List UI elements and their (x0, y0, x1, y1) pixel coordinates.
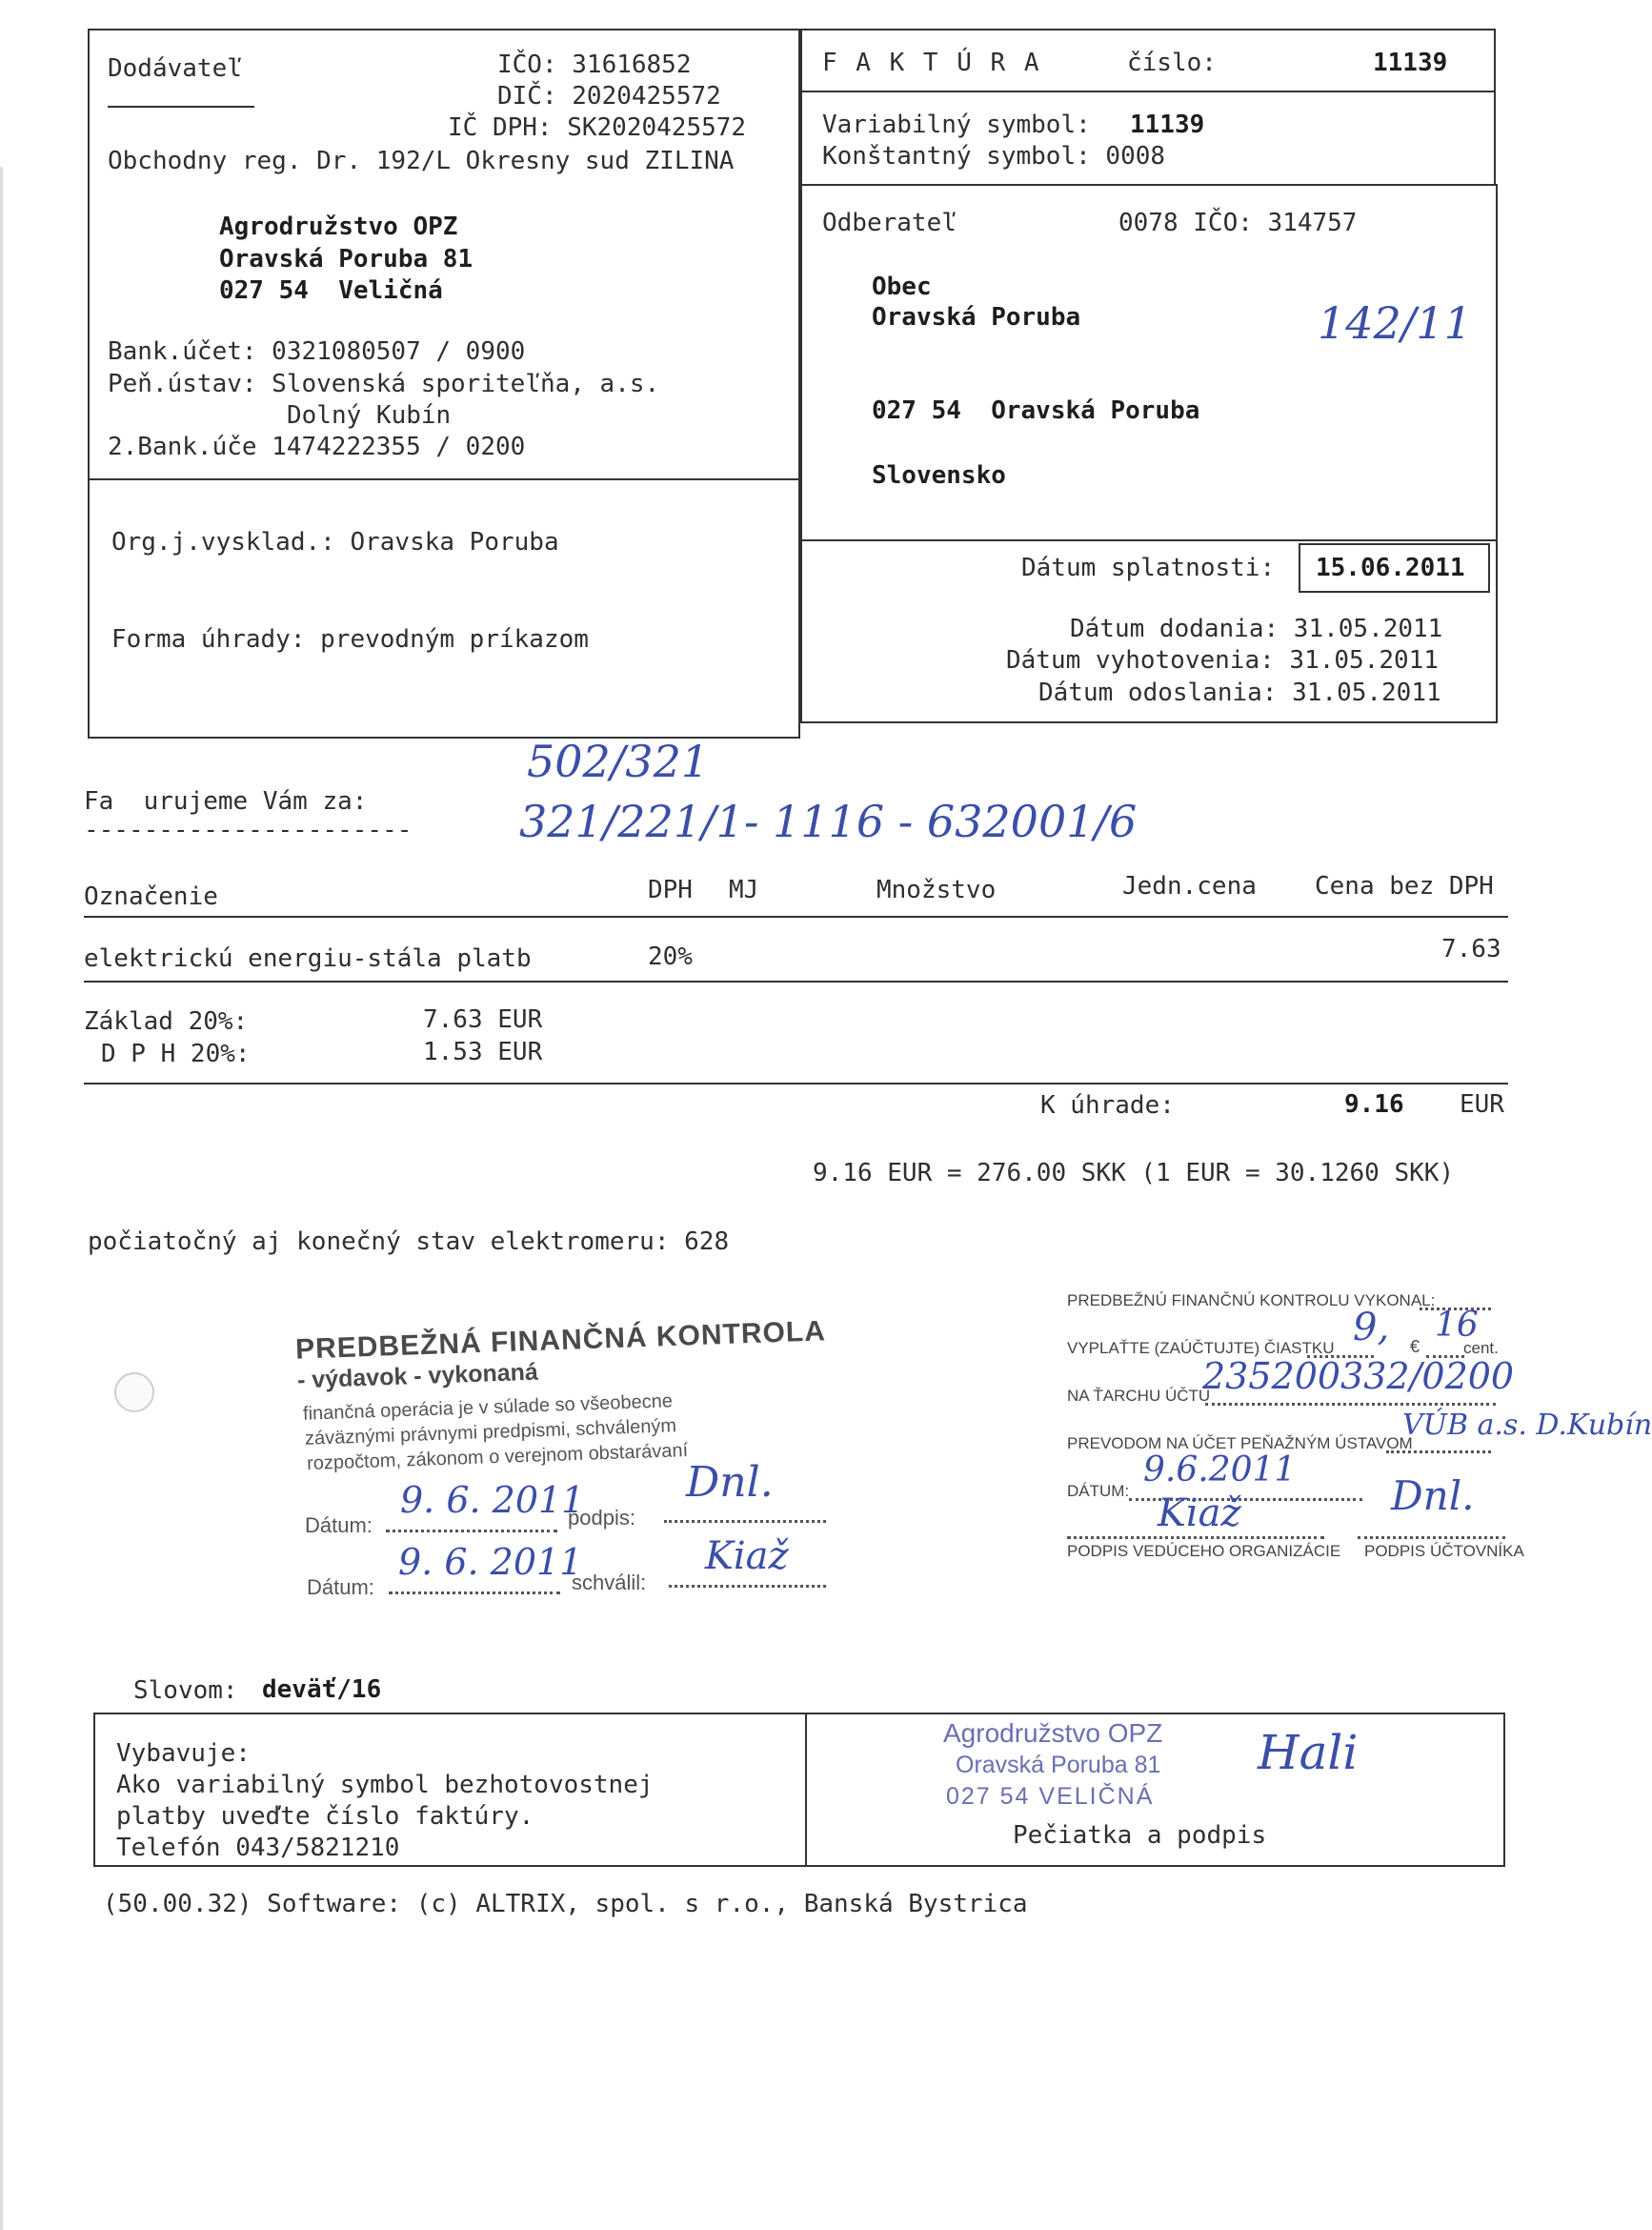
supplier-bank-account-2: 2.Bank.úče 1474222355 / 0200 (108, 433, 526, 461)
stamp-right-sig-left-dots (1067, 1536, 1324, 1539)
invoice-header-divider (800, 91, 1494, 92)
stamp-right-amount-cent: 16 (1435, 1306, 1479, 1345)
supplier-name: Agrodružstvo OPZ (219, 213, 458, 241)
stamp-right-line-4-dots (1386, 1450, 1491, 1453)
sent-date: Dátum odoslania: 31.05.2011 (1038, 679, 1441, 707)
footer-divider (805, 1713, 807, 1867)
to-pay-label: K úhrade: (1040, 1091, 1175, 1120)
due-date: 15.06.2011 (1316, 554, 1465, 582)
variable-symbol-label: Variabilný symbol: (822, 111, 1091, 139)
customer-city: 027 54 Oravská Poruba (872, 396, 1200, 425)
stamp-left-date-value: 9. 6. 2011 (400, 1479, 585, 1521)
table-row-vat: 20% (648, 943, 693, 971)
footer-phone: Telefón 043/5821210 (116, 1834, 400, 1862)
stamp-right-line-3-dots (1205, 1403, 1496, 1406)
stamp-left-signature-dots (664, 1520, 826, 1523)
issued-by: Vybavuje: (116, 1739, 251, 1768)
stamp-left-title: PREDBEŽNÁ FINANČNÁ KONTROLA (294, 1315, 827, 1366)
stamp-right-euro: € (1410, 1337, 1420, 1356)
supplier-heading-underline (108, 106, 254, 108)
stamp-right-sig-left: Kiaž (1158, 1491, 1241, 1535)
stamp-left-date-dots (386, 1530, 557, 1532)
billing-intro-underline: ---------------------- (84, 816, 413, 844)
summary-rule (84, 1083, 1508, 1085)
company-stamp-line-1: Agrodružstvo OPZ (943, 1718, 1163, 1748)
invoice-number-label: číslo: (1127, 49, 1217, 77)
stamp-left-signature-label: podpis: (568, 1506, 635, 1530)
footer-note-1: Ako variabilný symbol bezhotovostnej (116, 1771, 654, 1799)
supplier-ico: IČO: 31616852 (497, 51, 692, 79)
customer-country: Slovensko (872, 461, 1006, 490)
supplier-heading: Dodávateľ (108, 54, 242, 83)
supplier-ic-dph: IČ DPH: SK2020425572 (448, 113, 747, 142)
stamp-left-text-3: rozpočtom, zákonom o verejnom obstarávaní (306, 1440, 689, 1474)
stamp-left-date-label: Dátum: (305, 1513, 373, 1537)
invoice-title: F A K T Ú R A (822, 49, 1041, 77)
customer-heading: Odberateľ (822, 209, 957, 237)
stamp-right-sig-right: Dnl. (1391, 1472, 1475, 1519)
stamp-right-line-2: VYPLAŤTE (ZAÚČTUJTE) ČIASTKU (1067, 1339, 1335, 1357)
variable-symbol: 11139 (1130, 111, 1205, 139)
currency-conversion: 9.16 EUR = 276.00 SKK (1 EUR = 30.1260 SKK) (813, 1159, 1455, 1187)
words-label: Slovom: (133, 1676, 238, 1705)
customer-handwritten-ref: 142/11 (1318, 297, 1472, 349)
stamp-left-text-2: záväznými právnymi predpismi, schváleným (304, 1415, 677, 1450)
to-pay-value: 9.16 (1344, 1090, 1404, 1119)
due-date-label: Dátum splatnosti: (1021, 554, 1276, 582)
stamp-left-approved-signature: Kiaž (705, 1534, 789, 1578)
stamp-left-approved-dots (669, 1585, 826, 1588)
vat-label: D P H 20%: (101, 1040, 251, 1068)
stamp-left-date2-label: Dátum: (307, 1575, 374, 1599)
customer-ico: 0078 IČO: 314757 (1118, 209, 1358, 237)
stamp-right-sig-left-label: PODPIS VEDÚCEHO ORGANIZÁCIE (1067, 1542, 1341, 1560)
supplier-city: 027 54 Veličná (219, 276, 443, 305)
company-stamp-signature: Hali (1258, 1725, 1359, 1780)
issue-date: Dátum vyhotovenia: 31.05.2011 (1006, 646, 1439, 675)
stamp-left-signature: Dnl. (686, 1458, 774, 1507)
billing-handwritten-2: 321/221/1- 1116 - 632001/6 (519, 796, 1138, 847)
stamp-left-date2-value: 9. 6. 2011 (398, 1541, 583, 1583)
vat-value: 1.53 EUR (423, 1038, 543, 1066)
stamp-left-date2-dots (389, 1591, 560, 1594)
col-price-no-vat: Cena bez DPH (1315, 872, 1494, 901)
billing-intro: Fa urujeme Vám za: (84, 787, 368, 816)
stamp-right-sig-right-label: PODPIS ÚČTOVNÍKA (1364, 1542, 1524, 1560)
org-unit: Org.j.vysklad.: Oravska Poruba (111, 528, 559, 557)
table-row-designation: elektrickú energiu-stála platb (84, 944, 532, 973)
software-credit: (50.00.32) Software: (c) ALTRIX, spol. s r.o., Banská Bystrica (103, 1890, 1028, 1918)
punch-hole (114, 1372, 154, 1412)
table-row-rule (84, 981, 1508, 983)
company-stamp-line-3: 027 54 VELIČNÁ (946, 1783, 1155, 1810)
stamp-right-line-4: PREVODOM NA ÚČET PEŇAŽNÝM ÚSTAVOM (1067, 1434, 1413, 1452)
table-header-rule (84, 916, 1508, 918)
stamp-right-cent: cent. (1463, 1339, 1499, 1357)
company-stamp-line-2: Oravská Poruba 81 (956, 1752, 1161, 1778)
billing-handwritten-1: 502/321 (527, 736, 710, 787)
customer-name-2: Oravská Poruba (872, 303, 1081, 332)
stamp-left-text-1: finančná operácia je v súlade so všeobecne (302, 1390, 674, 1425)
col-designation: Označenie (84, 882, 218, 911)
supplier-street: Oravská Poruba 81 (219, 245, 473, 274)
col-unit-price: Jedn.cena (1122, 872, 1257, 901)
table-row-price: 7.63 (1441, 935, 1501, 963)
stamp-right-date: 9.6.2011 (1143, 1450, 1297, 1490)
customer-name-1: Obec (872, 273, 932, 301)
supplier-bank-account: Bank.účet: 0321080507 / 0900 (108, 337, 526, 366)
company-stamp-sign-label: Pečiatka a podpis (1013, 1821, 1267, 1850)
stamp-right-sig-right-dots (1358, 1536, 1505, 1539)
payment-form: Forma úhrady: prevodným príkazom (111, 625, 589, 654)
supplier-bank-name: Peň.ústav: Slovenská sporiteľňa, a.s. (108, 370, 660, 398)
meter-note: počiatočný aj konečný stav elektromeru: 628 (88, 1227, 730, 1256)
col-unit: MJ (729, 876, 759, 904)
base-label: Základ 20%: (84, 1007, 249, 1036)
constant-symbol: Konštantný symbol: 0008 (822, 142, 1166, 171)
col-vat: DPH (648, 876, 693, 904)
supplier-register: Obchodny reg. Dr. 192/L Okresny sud ZILINA (108, 147, 735, 175)
base-value: 7.63 EUR (423, 1005, 543, 1034)
stamp-right-line-5: DÁTUM: (1067, 1482, 1130, 1500)
stamp-right-amount-eur: 9, (1353, 1306, 1390, 1349)
stamp-right-bank: VÚB a.s. D.Kubín (1402, 1409, 1652, 1442)
supplier-dic: DIČ: 2020425572 (497, 82, 721, 111)
supplier-bank-city: Dolný Kubín (287, 401, 452, 430)
stamp-left-subtitle: - výdavok - vykonaná (296, 1358, 539, 1394)
delivery-date: Dátum dodania: 31.05.2011 (1070, 615, 1443, 643)
invoice-number: 11139 (1373, 49, 1448, 77)
to-pay-currency: EUR (1460, 1090, 1504, 1119)
page-edge (0, 167, 3, 2230)
supplier-divider (88, 478, 798, 480)
footer-note-2: platby uveďte číslo faktúry. (116, 1802, 534, 1831)
stamp-right-account: 235200332/0200 (1202, 1355, 1515, 1397)
stamp-right-line-1: PREDBEŽNÚ FINANČNÚ KONTROLU VYKONAL: (1067, 1291, 1436, 1309)
col-quantity: Množstvo (876, 876, 997, 904)
stamp-right-line-3: NA ŤARCHU ÚČTU (1067, 1387, 1211, 1405)
words-value: deväť/16 (262, 1675, 382, 1704)
stamp-left-approved-label: schválil: (572, 1571, 647, 1594)
